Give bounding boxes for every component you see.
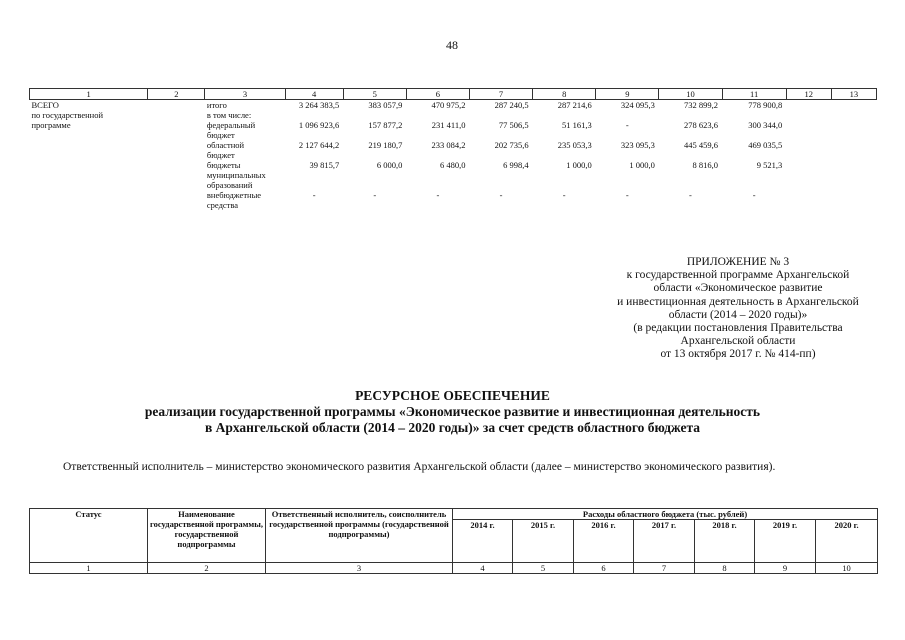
value-cell: 6 480,0 [439, 160, 466, 170]
value-cell: 445 459,6 [684, 140, 719, 150]
column-number: 4 [285, 89, 343, 100]
column-number: 6 [406, 89, 469, 100]
value-cell: - [625, 190, 629, 200]
value-cell: 287 240,5 [494, 100, 529, 110]
value-cell: 1 000,0 [629, 160, 655, 170]
column-number-row [30, 89, 877, 100]
appendix-line: области (2014 – 2020 годы)» [668, 308, 808, 321]
value-cell: 6 998,4 [503, 160, 529, 170]
column-number: 7 [634, 563, 695, 574]
value-cell: 202 735,6 [494, 140, 529, 150]
funding-source: областной бюджет [206, 140, 245, 160]
value-cell: - [689, 190, 692, 200]
column-number: 4 [453, 563, 513, 574]
header-row [30, 509, 878, 520]
appendix-line: от 13 октября 2017 г. № 414-пп) [660, 348, 816, 361]
value-cell: 219 180,7 [368, 140, 403, 150]
value-cell: 287 214,6 [557, 100, 592, 110]
value-cell: 1 000,0 [566, 160, 592, 170]
value-cell: 9 521,3 [756, 160, 783, 170]
value-cell: 157 877,2 [368, 120, 403, 130]
program-label: ВСЕГО по государственной программе [31, 100, 104, 130]
year-header: 2014 г. [453, 520, 513, 563]
value-cell: 231 411,0 [431, 120, 466, 130]
expenses-header: Расходы областного бюджета (тыс. рублей) [453, 509, 878, 520]
funding-summary-table [29, 88, 877, 210]
column-number: 5 [513, 563, 574, 574]
year-header: 2016 г. [574, 520, 634, 563]
value-cell: 383 057,9 [368, 100, 403, 110]
year-header: 2015 г. [513, 520, 574, 563]
value-cell: 323 095,3 [620, 140, 655, 150]
value-cell: 470 975,2 [431, 100, 466, 110]
responsible-executor-text: Ответственный исполнитель – министерство экономического развития Архангельской области (далее – министерство экономического развития). [63, 461, 776, 473]
value-cell: 77 506,5 [498, 120, 529, 130]
column-number: 11 [722, 89, 786, 100]
value-cell: 324 095,3 [620, 100, 655, 110]
value-cell: 1 096 923,6 [298, 120, 340, 130]
value-cell: 235 053,3 [557, 140, 592, 150]
column-number: 10 [659, 89, 722, 100]
value-cell: - [436, 190, 440, 200]
column-number: 3 [205, 89, 285, 100]
appendix-note [593, 256, 883, 362]
column-number: 5 [343, 89, 406, 100]
executor-header: Ответственный исполнитель, соисполнитель государственной программы (государственной подпрограммы) [266, 509, 453, 563]
appendix-line: области «Экономическое развитие [653, 282, 823, 295]
column-number: 13 [831, 89, 876, 100]
status-header: Статус [30, 509, 148, 563]
value-cell: - [499, 190, 503, 200]
column-number: 6 [574, 563, 634, 574]
column-number: 2 [148, 563, 266, 574]
year-header: 2017 г. [634, 520, 695, 563]
year-header: 2018 г. [695, 520, 755, 563]
value-cell: 469 035,5 [748, 140, 783, 150]
value-cell: - [625, 120, 629, 130]
page-number: 48 [446, 38, 458, 52]
table-row [30, 100, 877, 121]
heading-line: РЕСУРСНОЕ ОБЕСПЕЧЕНИЕ [355, 388, 550, 403]
appendix-line: и инвестиционная деятельность в Архангельской [617, 295, 859, 308]
value-cell: 39 815,7 [309, 160, 340, 170]
value-cell: - [562, 190, 566, 200]
heading-line: в Архангельской области (2014 – 2020 годы)» за счет средств областного бюджета [204, 420, 701, 435]
column-number: 9 [755, 563, 816, 574]
year-header: 2020 г. [816, 520, 878, 563]
appendix-line: (в редакции постановления Правительства [633, 322, 843, 335]
year-header: 2019 г. [755, 520, 816, 563]
value-cell: - [752, 190, 756, 200]
resource-table-header [29, 508, 878, 574]
value-cell: 8 816,0 [692, 160, 719, 170]
column-number: 1 [30, 563, 148, 574]
appendix-line: ПРИЛОЖЕНИЕ № 3 [686, 256, 790, 268]
column-number: 8 [533, 89, 596, 100]
name-header: Наименование государственной программы, государственной подпрограммы [148, 509, 266, 563]
column-number: 7 [469, 89, 532, 100]
heading-line: реализации государственной программы «Экономическое развитие и инвестиционная деятельность [144, 404, 761, 419]
appendix-line: к государственной программе Архангельской [626, 269, 850, 282]
value-cell: 278 623,6 [684, 120, 719, 130]
document-heading [0, 388, 905, 436]
value-cell: 51 161,3 [562, 120, 592, 130]
column-number: 12 [786, 89, 831, 100]
value-cell: 233 084,2 [431, 140, 466, 150]
column-number: 8 [695, 563, 755, 574]
column-number-row [30, 563, 878, 574]
column-number: 3 [266, 563, 453, 574]
column-number: 2 [148, 89, 205, 100]
column-number: 9 [596, 89, 659, 100]
value-cell: 300 344,0 [748, 120, 783, 130]
value-cell: 732 899,2 [684, 100, 719, 110]
value-cell: 2 127 644,2 [298, 140, 340, 150]
value-cell: 6 000,0 [376, 160, 403, 170]
funding-source: федеральный бюджет [206, 120, 256, 140]
funding-source: бюджеты муниципальных образований [206, 160, 266, 190]
appendix-line: Архангельской области [680, 335, 796, 348]
value-cell: - [373, 190, 377, 200]
funding-source: внебюджетные средства [206, 190, 262, 210]
value-cell: - [312, 190, 316, 200]
value-cell: 778 900,8 [748, 100, 783, 110]
value-cell: 3 264 383,5 [298, 100, 340, 110]
column-number: 10 [816, 563, 878, 574]
column-number: 1 [30, 89, 148, 100]
funding-source: итого в том числе: [206, 100, 252, 120]
